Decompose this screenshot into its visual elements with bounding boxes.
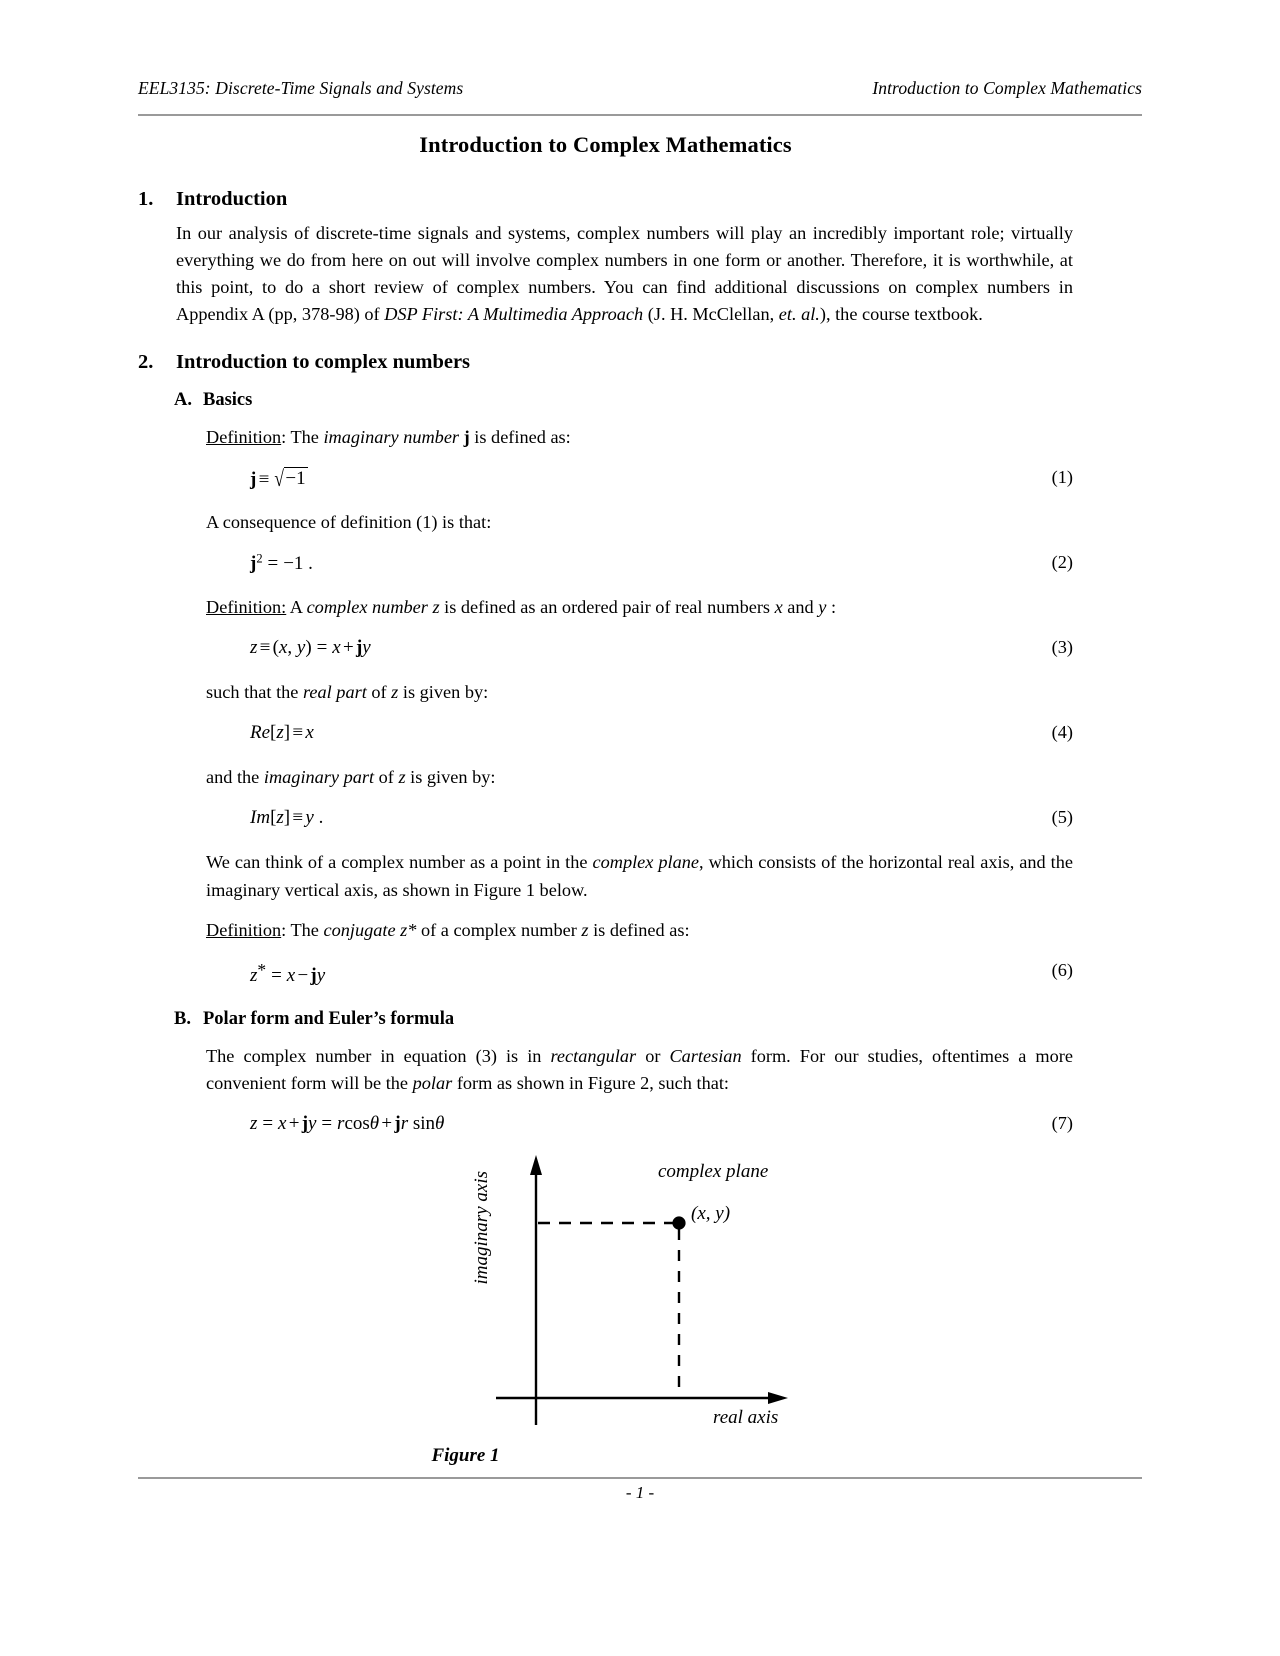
equation-6: z* = x − jy bbox=[250, 959, 326, 987]
annotation-point-coordinates: (x, y) bbox=[691, 1203, 731, 1225]
variable-z: z bbox=[391, 682, 399, 703]
equation-number-4: (4) bbox=[1051, 722, 1073, 743]
section-title: Introduction to complex numbers bbox=[176, 350, 471, 373]
variable-y: y bbox=[818, 596, 827, 617]
definition-text-pre: : The bbox=[281, 426, 324, 447]
equation-row-5 bbox=[138, 807, 1073, 833]
equation-row-2 bbox=[138, 552, 1073, 578]
equation-5: Im[z] ≡ y . bbox=[250, 807, 324, 829]
subsection-title: Basics bbox=[203, 389, 253, 410]
paragraph-real-part bbox=[138, 679, 1073, 706]
term-rectangular: rectangular bbox=[550, 1046, 637, 1067]
page-title: Introduction to Complex Mathematics bbox=[419, 132, 792, 157]
plane-post: , which consists of the horizontal real axis, and the imaginary vertical axis, as shown in Figure 1 below. bbox=[206, 852, 1073, 900]
running-head bbox=[138, 78, 1142, 99]
footer-rule bbox=[138, 1477, 1142, 1479]
definition-label: Definition: bbox=[206, 596, 287, 617]
polar-mid1: or bbox=[636, 1046, 670, 1067]
polar-mid2: form. For our studies, oftentimes a more convenient form will be the bbox=[206, 1046, 1073, 1094]
section-number: 2. bbox=[138, 350, 154, 373]
equation-1: j ≡ √−1 bbox=[250, 469, 308, 490]
definition-text-mid: is defined as an ordered pair of real numbers bbox=[439, 596, 775, 617]
real-part-post: is given by: bbox=[398, 682, 489, 703]
running-head-right: Introduction to Complex Mathematics bbox=[872, 78, 1142, 98]
equation-3: z ≡ (x, y) = x + jy bbox=[250, 637, 371, 659]
axis-label-imaginary: imaginary axis bbox=[471, 1171, 492, 1285]
figure-1 bbox=[138, 1155, 1073, 1477]
paragraph-consequence: A consequence of definition (1) is that: bbox=[206, 511, 492, 532]
subsection-letter: A. bbox=[174, 389, 192, 410]
paragraph-introduction bbox=[138, 220, 1073, 329]
conjugate-pre: : The bbox=[281, 919, 324, 940]
term-complex-number: complex number z bbox=[306, 596, 440, 617]
book-title: DSP First: A Multimedia Approach bbox=[384, 304, 644, 325]
variable-x: x bbox=[774, 596, 783, 617]
paragraph-imaginary-part bbox=[138, 764, 1073, 791]
equation-4: Re[z] ≡ x bbox=[250, 722, 314, 744]
equation-row-6 bbox=[138, 960, 1073, 987]
polar-pre: The complex number in equation (3) is in bbox=[206, 1046, 551, 1067]
variable-z: z bbox=[581, 919, 589, 940]
paragraph-introduction-pre: In our analysis of discrete-time signals and systems, complex numbers will play an incredibly important role; virtually everything we do from here on out will involve complex numbers in one form or another. Therefore, it is worthwhile, at this point, to do a short review of complex numbers. You can find additional discussions on complex numbers in Appendix A (pp, 378-98) of bbox=[176, 223, 1073, 325]
figure-caption: Figure 1 bbox=[431, 1445, 500, 1467]
figure-label-layer bbox=[138, 1155, 1073, 1455]
subsection-heading-basics bbox=[138, 390, 1073, 411]
et-al: et. al. bbox=[778, 304, 820, 325]
paragraph-polar-form bbox=[138, 1043, 1073, 1097]
paragraph-introduction-post: ), the course textbook. bbox=[819, 304, 983, 325]
axis-label-real: real axis bbox=[713, 1407, 779, 1429]
section-number: 1. bbox=[138, 188, 154, 210]
definition-text-pre: A bbox=[286, 596, 307, 617]
section-heading-1 bbox=[138, 188, 1073, 211]
equation-number-7: (7) bbox=[1051, 1113, 1073, 1134]
equation-2: $j^2 = -1$ . bbox=[250, 551, 313, 575]
real-part-pre: such that the bbox=[206, 682, 303, 703]
section-heading-2 bbox=[138, 351, 1073, 374]
equation-row-7 bbox=[138, 1113, 1073, 1139]
subsection-letter: B. bbox=[174, 1009, 191, 1030]
definition-conjugate bbox=[138, 917, 1073, 944]
definition-imaginary-number bbox=[138, 424, 1073, 451]
conjugate-post: is defined as: bbox=[588, 919, 690, 940]
term-real-part: real part bbox=[302, 682, 367, 703]
equation-number-2: (2) bbox=[1051, 551, 1073, 572]
symbol-j: j bbox=[463, 426, 470, 447]
section-title: Introduction bbox=[176, 188, 288, 210]
variable-z: z bbox=[398, 767, 406, 788]
term-cartesian: Cartesian bbox=[669, 1046, 742, 1067]
running-head-left: EEL3135: Discrete-Time Signals and Systems bbox=[138, 78, 464, 98]
imag-part-pre: and the bbox=[206, 767, 264, 788]
equation-row-4 bbox=[138, 722, 1073, 748]
term-conjugate: conjugate z* bbox=[323, 919, 417, 940]
term-imaginary-part: imaginary part bbox=[263, 767, 375, 788]
equation-number-6: (6) bbox=[1051, 959, 1073, 980]
term-imaginary-number: imaginary number bbox=[323, 426, 460, 447]
equation-7: z = x + jy = rcosθ + jr sinθ bbox=[250, 1113, 445, 1135]
plane-pre: We can think of a complex number as a point in the bbox=[206, 852, 593, 873]
definition-label: Definition bbox=[206, 426, 282, 447]
equation-row-1 bbox=[138, 467, 1073, 493]
equation-number-1: (1) bbox=[1051, 466, 1073, 487]
definition-complex-number bbox=[138, 594, 1073, 621]
subsection-heading-polar bbox=[138, 1009, 1073, 1030]
equation-number-5: (5) bbox=[1051, 807, 1073, 828]
annotation-complex-plane: complex plane bbox=[658, 1161, 769, 1183]
equation-row-3 bbox=[138, 637, 1073, 663]
page-number: - 1 - bbox=[625, 1483, 655, 1502]
definition-label: Definition bbox=[206, 919, 282, 940]
definition-text-post: : bbox=[826, 596, 837, 617]
header-rule bbox=[138, 114, 1142, 116]
imag-part-mid: of bbox=[374, 767, 399, 788]
definition-text-post: is defined as: bbox=[469, 426, 571, 447]
paragraph-complex-plane bbox=[138, 849, 1073, 903]
conjugate-mid: of a complex number bbox=[416, 919, 582, 940]
term-complex-plane: complex plane bbox=[592, 852, 700, 873]
document-content bbox=[138, 132, 1073, 1477]
equation-number-3: (3) bbox=[1051, 637, 1073, 658]
polar-post: form as shown in Figure 2, such that: bbox=[452, 1073, 729, 1094]
paragraph-introduction-mid: (J. H. McClellan, bbox=[643, 304, 779, 325]
imag-part-post: is given by: bbox=[405, 767, 496, 788]
subsection-title: Polar form and Euler’s formula bbox=[203, 1009, 455, 1030]
term-polar: polar bbox=[412, 1073, 453, 1094]
real-part-mid: of bbox=[366, 682, 392, 703]
definition-and: and bbox=[782, 596, 819, 617]
